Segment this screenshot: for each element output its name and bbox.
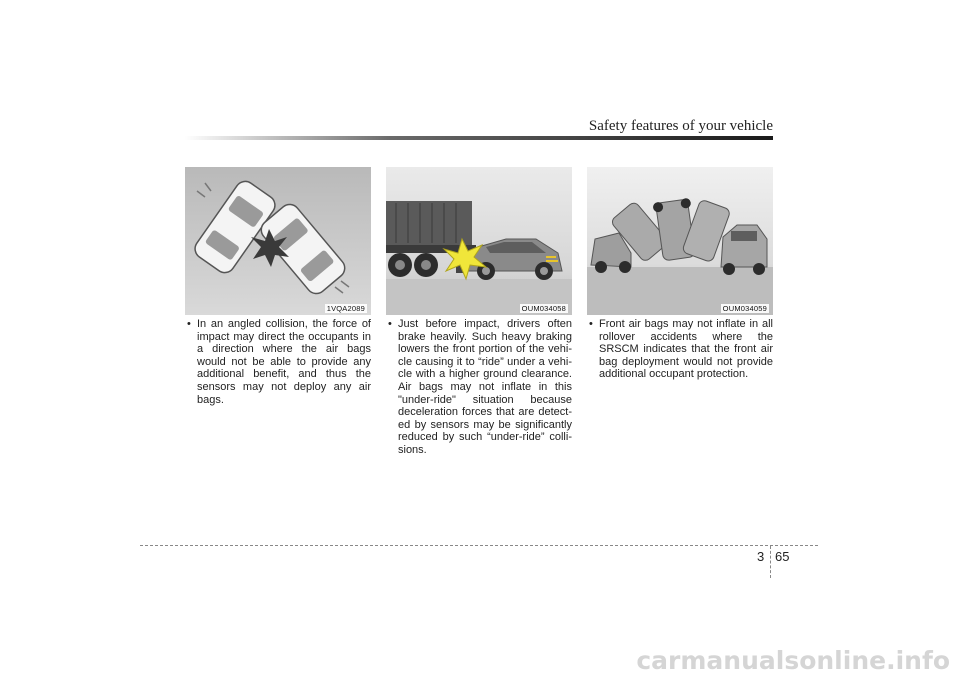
paragraph-text: In an angled collision, the force of impact may direct the occupants in a direction where the air bags would not be able to provide any additional benefit, and thus the sensors may not deploy any air bags. [197, 318, 371, 406]
bullet: • [589, 318, 593, 330]
footer-divider [770, 546, 771, 578]
under-ride-illustration [386, 167, 572, 315]
figure-rollover [587, 167, 773, 315]
page-header-title: Safety features of your vehicle [588, 118, 773, 134]
paragraph-text: Front air bags may not inflate in all rollover accidents where the SRSCM indicates that the front air bag deployment would not provide additional occupant protection. [599, 318, 773, 381]
paragraph-text: Just before impact, drivers often brake heavily. Such heavy braking lowers the front portion of the vehi-cle causing it to “ride” under a vehi-cle with a higher ground clearance. Air bags may not inflate in this "under-ride" situation because deceleration forces that are detect-ed by sensors may be significantly reduced by such “under-ride” colli-sions. [398, 318, 572, 456]
watermark: carmanualsonline.info [636, 646, 950, 675]
figure-under-ride [386, 167, 572, 315]
bullet: • [187, 318, 191, 330]
paragraph-under-ride [386, 318, 572, 457]
footer-rule [140, 545, 818, 546]
figure-code: OUM034058 [521, 304, 566, 313]
angled-collision-illustration [185, 167, 371, 315]
figure-angled-collision [185, 167, 371, 315]
page-number: 65 [775, 549, 790, 564]
rollover-illustration [587, 167, 773, 315]
bullet: • [388, 318, 392, 330]
chapter-number: 3 [757, 549, 765, 564]
figure-code: OUM034059 [722, 304, 767, 313]
paragraph-angled-collision [185, 318, 371, 406]
figure-code: 1VQA2089 [326, 304, 365, 313]
paragraph-rollover [587, 318, 773, 381]
header-rule [185, 136, 773, 140]
